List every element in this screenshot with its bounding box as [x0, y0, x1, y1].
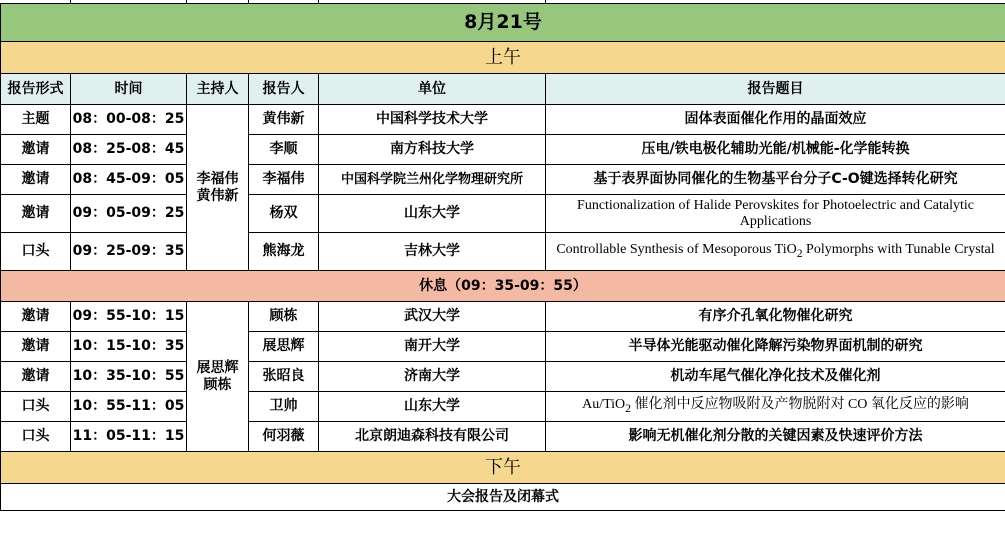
speaker-name: 杨双	[249, 195, 319, 233]
header-time: 时间	[71, 74, 187, 105]
report-type: 邀请	[1, 195, 71, 233]
speaker-name: 熊海龙	[249, 233, 319, 271]
report-type: 邀请	[1, 165, 71, 195]
host-name: 展思辉	[196, 359, 239, 376]
report-title: 半导体光能驱动催化降解污染物界面机制的研究	[546, 332, 1005, 362]
closing-row	[1, 484, 1005, 511]
session1-hosts	[187, 105, 249, 271]
speaker-unit: 中国科学院兰州化学物理研究所	[319, 165, 546, 195]
report-time: 08：45-09：05	[71, 165, 187, 195]
subscript: 2	[625, 401, 631, 415]
table-row	[1, 135, 1005, 165]
subscript: 2	[796, 246, 803, 260]
report-title: 固体表面催化作用的晶面效应	[546, 105, 1005, 135]
table-row	[1, 422, 1005, 452]
report-title-text: 催化剂中反应物吸附及产物脱附对 CO 氧化反应的影响	[630, 396, 969, 412]
break-text: 休息（09：35-09：55）	[1, 271, 1005, 302]
speaker-name: 何羽薇	[249, 422, 319, 452]
report-type: 主题	[1, 105, 71, 135]
host-name: 顾栋	[203, 376, 232, 393]
speaker-name: 展思辉	[249, 332, 319, 362]
report-type: 邀请	[1, 362, 71, 392]
afternoon-label: 下午	[1, 452, 1005, 484]
report-type: 口头	[1, 233, 71, 271]
morning-label: 上午	[1, 42, 1005, 74]
afternoon-row	[1, 452, 1005, 484]
date-row	[1, 4, 1005, 42]
speaker-unit: 南开大学	[319, 332, 546, 362]
speaker-name: 李福伟	[249, 165, 319, 195]
report-title: 有序介孔氧化物催化研究	[546, 302, 1005, 332]
speaker-name: 顾栋	[249, 302, 319, 332]
report-title: 压电/铁电极化辅助光能/机械能-化学能转换	[546, 135, 1005, 165]
table-row	[1, 195, 1005, 233]
report-time: 11：05-11：15	[71, 422, 187, 452]
table-row	[1, 105, 1005, 135]
report-type: 口头	[1, 422, 71, 452]
report-type: 邀请	[1, 332, 71, 362]
report-title: 机动车尾气催化净化技术及催化剂	[546, 362, 1005, 392]
report-type: 口头	[1, 392, 71, 422]
speaker-unit: 武汉大学	[319, 302, 546, 332]
report-time: 10：55-11：05	[71, 392, 187, 422]
header-row	[1, 74, 1005, 105]
closing-text: 大会报告及闭幕式	[1, 484, 1005, 511]
report-title-text: Polymorphs with Tunable Crystal	[802, 241, 995, 257]
header-unit: 单位	[319, 74, 546, 105]
table-row	[1, 233, 1005, 271]
report-time: 08：25-08：45	[71, 135, 187, 165]
speaker-unit: 中国科学技术大学	[319, 105, 546, 135]
header-title: 报告题目	[546, 74, 1005, 105]
break-row	[1, 271, 1005, 302]
speaker-name: 黄伟新	[249, 105, 319, 135]
report-time: 10：35-10：55	[71, 362, 187, 392]
table-row	[1, 332, 1005, 362]
header-type: 报告形式	[1, 74, 71, 105]
report-time: 09：05-09：25	[71, 195, 187, 233]
host-name: 李福伟	[196, 170, 239, 187]
speaker-unit: 吉林大学	[319, 233, 546, 271]
report-type: 邀请	[1, 135, 71, 165]
report-title: Functionalization of Halide Perovskites for Photoelectric and Catalytic Applications	[546, 195, 1005, 233]
session2-hosts	[187, 302, 249, 452]
speaker-unit: 济南大学	[319, 362, 546, 392]
speaker-name: 卫帅	[249, 392, 319, 422]
host-name: 黄伟新	[196, 187, 239, 204]
report-time: 10：15-10：35	[71, 332, 187, 362]
report-title	[546, 392, 1005, 422]
speaker-unit: 南方科技大学	[319, 135, 546, 165]
table-row	[1, 392, 1005, 422]
speaker-unit: 北京朗迪森科技有限公司	[319, 422, 546, 452]
table-row	[1, 165, 1005, 195]
schedule-table	[0, 3, 1005, 511]
speaker-unit: 山东大学	[319, 195, 546, 233]
table-row	[1, 362, 1005, 392]
report-time: 08：00-08：25	[71, 105, 187, 135]
report-title-text: Au/TiO	[582, 396, 626, 412]
speaker-name: 李顺	[249, 135, 319, 165]
header-host: 主持人	[187, 74, 249, 105]
morning-row	[1, 42, 1005, 74]
report-time: 09：25-09：35	[71, 233, 187, 271]
table-row	[1, 302, 1005, 332]
report-type: 邀请	[1, 302, 71, 332]
date-title: 8月21号	[1, 4, 1005, 42]
report-title-text: Controllable Synthesis of Mesoporous TiO	[556, 241, 797, 257]
speaker-name: 张昭良	[249, 362, 319, 392]
speaker-unit: 山东大学	[319, 392, 546, 422]
report-title: 影响无机催化剂分散的关键因素及快速评价方法	[546, 422, 1005, 452]
report-time: 09：55-10：15	[71, 302, 187, 332]
report-title	[546, 233, 1005, 271]
header-speaker: 报告人	[249, 74, 319, 105]
report-title: 基于表界面协同催化的生物基平台分子C-O键选择转化研究	[546, 165, 1005, 195]
